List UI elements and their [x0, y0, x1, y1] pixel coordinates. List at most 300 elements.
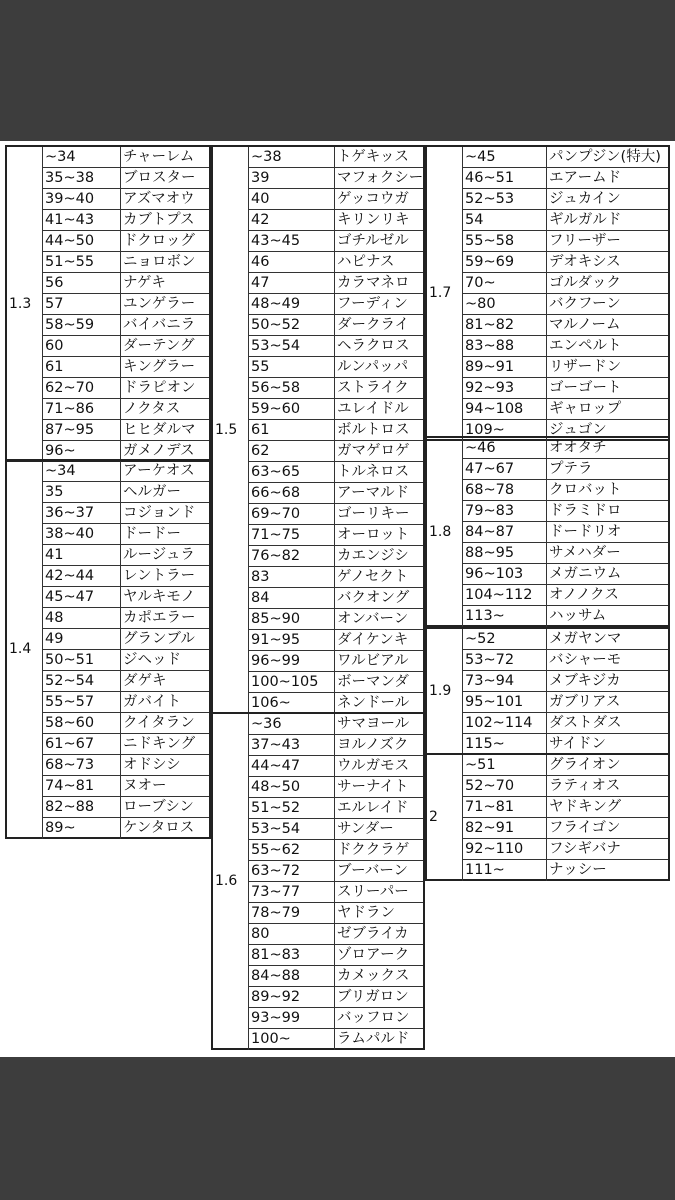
name-cell: フライゴン — [546, 818, 668, 839]
name-cell: マフォクシー — [334, 168, 423, 189]
table-row — [248, 756, 423, 777]
group-label: 1.8 — [429, 523, 452, 540]
name-cell: ラティオス — [546, 776, 668, 797]
range-cell: 46 — [248, 252, 334, 273]
range-cell: 40 — [248, 189, 334, 210]
table-row — [462, 671, 668, 692]
table-row — [42, 818, 209, 839]
range-cell: 56 — [42, 273, 120, 294]
name-cell: ワルビアル — [334, 651, 423, 672]
range-cell: 52~53 — [462, 189, 546, 210]
name-cell: ドードー — [120, 524, 209, 545]
table-row — [462, 252, 668, 273]
name-cell: カブトプス — [120, 210, 209, 231]
range-cell: ~34 — [42, 461, 120, 482]
range-cell: 96~103 — [462, 564, 546, 585]
name-cell: ギルガルド — [546, 210, 668, 231]
range-cell: 63~72 — [248, 861, 334, 882]
name-cell: クイタラン — [120, 713, 209, 734]
name-cell: サメハダー — [546, 543, 668, 564]
table-row — [462, 755, 668, 776]
range-cell: 61 — [42, 357, 120, 378]
name-cell: カポエラー — [120, 608, 209, 629]
name-cell: ラムパルド — [334, 1029, 423, 1050]
group-block — [425, 145, 670, 441]
table-row — [42, 650, 209, 671]
group-block — [425, 753, 670, 881]
table-row — [42, 671, 209, 692]
range-cell: 73~94 — [462, 671, 546, 692]
table-row — [248, 651, 423, 672]
table-row — [462, 629, 668, 650]
table-row — [462, 273, 668, 294]
name-cell: オーロット — [334, 525, 423, 546]
range-cell: 88~95 — [462, 543, 546, 564]
table-row — [462, 606, 668, 627]
range-cell: 109~ — [462, 420, 546, 441]
name-cell: ゲッコウガ — [334, 189, 423, 210]
range-cell: 71~81 — [462, 797, 546, 818]
name-cell: ゴルダック — [546, 273, 668, 294]
range-cell: 92~93 — [462, 378, 546, 399]
table-row — [248, 1008, 423, 1029]
table-row — [42, 776, 209, 797]
range-cell: 84~87 — [462, 522, 546, 543]
name-cell: ダストダス — [546, 713, 668, 734]
table-row — [42, 168, 209, 189]
name-cell: ニョロボン — [120, 252, 209, 273]
table-row — [462, 168, 668, 189]
name-cell: ガブリアス — [546, 692, 668, 713]
range-cell: 59~60 — [248, 399, 334, 420]
table-row — [462, 776, 668, 797]
table-row — [42, 378, 209, 399]
range-cell: 59~69 — [462, 252, 546, 273]
table-row — [248, 714, 423, 735]
table-row — [42, 147, 209, 168]
range-cell: 62 — [248, 441, 334, 462]
name-cell: オオタチ — [546, 438, 668, 459]
name-cell: ヒヒダルマ — [120, 420, 209, 441]
table-row — [248, 168, 423, 189]
range-cell: 63~65 — [248, 462, 334, 483]
table-row — [248, 693, 423, 714]
name-cell: リザードン — [546, 357, 668, 378]
range-cell: 49 — [42, 629, 120, 650]
range-cell: 58~60 — [42, 713, 120, 734]
name-cell: ケンタロス — [120, 818, 209, 839]
table-row — [248, 147, 423, 168]
range-cell: 36~37 — [42, 503, 120, 524]
range-cell: 47 — [248, 273, 334, 294]
name-cell: エルレイド — [334, 798, 423, 819]
range-cell: 44~47 — [248, 756, 334, 777]
name-cell: バイバニラ — [120, 315, 209, 336]
table-row — [462, 399, 668, 420]
table-row — [42, 713, 209, 734]
range-cell: 54 — [462, 210, 546, 231]
range-cell: 50~51 — [42, 650, 120, 671]
name-cell: ストライク — [334, 378, 423, 399]
name-cell: ブリガロン — [334, 987, 423, 1008]
name-cell: ナゲキ — [120, 273, 209, 294]
group-block — [5, 145, 211, 462]
table-row — [462, 522, 668, 543]
name-cell: ヤドラン — [334, 903, 423, 924]
range-cell: 89~92 — [248, 987, 334, 1008]
table-row — [462, 315, 668, 336]
group-block — [5, 459, 211, 839]
range-cell: 69~70 — [248, 504, 334, 525]
table-row — [42, 461, 209, 482]
range-cell: 84 — [248, 588, 334, 609]
name-cell: ガバイト — [120, 692, 209, 713]
table-row — [462, 692, 668, 713]
table-row — [42, 482, 209, 503]
table-row — [462, 378, 668, 399]
range-cell: 106~ — [248, 693, 334, 714]
range-cell: 66~68 — [248, 483, 334, 504]
range-cell: 78~79 — [248, 903, 334, 924]
table-row — [248, 336, 423, 357]
name-cell: ノクタス — [120, 399, 209, 420]
range-cell: 83~88 — [462, 336, 546, 357]
name-cell: ヤドキング — [546, 797, 668, 818]
range-cell: 71~86 — [42, 399, 120, 420]
group-label: 2 — [429, 809, 438, 825]
range-cell: 35 — [42, 482, 120, 503]
range-cell: 61 — [248, 420, 334, 441]
range-cell: 68~73 — [42, 755, 120, 776]
range-cell: 46~51 — [462, 168, 546, 189]
name-cell: トルネロス — [334, 462, 423, 483]
name-cell: ニドキング — [120, 734, 209, 755]
table-row — [42, 587, 209, 608]
range-cell: 52~54 — [42, 671, 120, 692]
range-cell: 42~44 — [42, 566, 120, 587]
table-row — [462, 189, 668, 210]
name-cell: ダゲキ — [120, 671, 209, 692]
table-row — [42, 189, 209, 210]
name-cell: ゴーリキー — [334, 504, 423, 525]
name-cell: ヤルキモノ — [120, 587, 209, 608]
table-row — [42, 294, 209, 315]
table-row — [462, 480, 668, 501]
name-cell: ドラミドロ — [546, 501, 668, 522]
name-cell: プテラ — [546, 459, 668, 480]
range-cell: 61~67 — [42, 734, 120, 755]
table-row — [248, 588, 423, 609]
range-cell: 89~91 — [462, 357, 546, 378]
name-cell: バシャーモ — [546, 650, 668, 671]
name-cell: フリーザー — [546, 231, 668, 252]
name-cell: フーディン — [334, 294, 423, 315]
name-cell: ヘラクロス — [334, 336, 423, 357]
name-cell: レントラー — [120, 566, 209, 587]
table-row — [248, 882, 423, 903]
range-cell: ~36 — [248, 714, 334, 735]
table-row — [248, 462, 423, 483]
name-cell: ボルトロス — [334, 420, 423, 441]
name-cell: ルージュラ — [120, 545, 209, 566]
table-row — [462, 210, 668, 231]
name-cell: エンペルト — [546, 336, 668, 357]
range-cell: 111~ — [462, 860, 546, 881]
range-cell: 82~91 — [462, 818, 546, 839]
range-cell: 96~ — [42, 441, 120, 462]
range-cell: ~52 — [462, 629, 546, 650]
range-cell: ~46 — [462, 438, 546, 459]
group-label: 1.7 — [429, 285, 452, 301]
name-cell: コジョンド — [120, 503, 209, 524]
range-cell: 79~83 — [462, 501, 546, 522]
name-cell: ユンゲラー — [120, 294, 209, 315]
range-cell: 42 — [248, 210, 334, 231]
range-cell: 93~99 — [248, 1008, 334, 1029]
group-label: 1.3 — [9, 295, 32, 312]
range-cell: 62~70 — [42, 378, 120, 399]
name-cell: ゼブライカ — [334, 924, 423, 945]
range-cell: 35~38 — [42, 168, 120, 189]
range-cell: 68~78 — [462, 480, 546, 501]
range-cell: 52~70 — [462, 776, 546, 797]
table-row — [42, 608, 209, 629]
table-row — [462, 357, 668, 378]
name-cell: フシギバナ — [546, 839, 668, 860]
range-cell: 37~43 — [248, 735, 334, 756]
name-cell: メブキジカ — [546, 671, 668, 692]
range-cell: 89~ — [42, 818, 120, 839]
range-cell: 39~40 — [42, 189, 120, 210]
name-cell: サイドン — [546, 734, 668, 755]
table-row — [42, 629, 209, 650]
table-row — [42, 399, 209, 420]
table-row — [462, 818, 668, 839]
range-cell: 39 — [248, 168, 334, 189]
group-block — [425, 436, 670, 627]
name-cell: ゲノセクト — [334, 567, 423, 588]
table-row — [42, 755, 209, 776]
table-row — [42, 420, 209, 441]
range-cell: 80 — [248, 924, 334, 945]
name-cell: バッフロン — [334, 1008, 423, 1029]
range-cell: 38~40 — [42, 524, 120, 545]
table-row — [248, 777, 423, 798]
table-row — [248, 945, 423, 966]
name-cell: メガヤンマ — [546, 629, 668, 650]
name-cell: ゾロアーク — [334, 945, 423, 966]
name-cell: ドラピオン — [120, 378, 209, 399]
table-row — [462, 543, 668, 564]
name-cell: ブーバーン — [334, 861, 423, 882]
name-cell: ヌオー — [120, 776, 209, 797]
range-cell: 53~72 — [462, 650, 546, 671]
group-label: 1.6 — [215, 873, 238, 889]
range-cell: 55~57 — [42, 692, 120, 713]
name-cell: ジュカイン — [546, 189, 668, 210]
range-cell: 57 — [42, 294, 120, 315]
name-cell: カメックス — [334, 966, 423, 987]
name-cell: ヘルガー — [120, 482, 209, 503]
group-block — [211, 145, 425, 714]
range-cell: 48~49 — [248, 294, 334, 315]
table-row — [462, 231, 668, 252]
table-row — [248, 525, 423, 546]
name-cell: エアームド — [546, 168, 668, 189]
table-row — [248, 294, 423, 315]
range-cell: 95~101 — [462, 692, 546, 713]
name-cell: デオキシス — [546, 252, 668, 273]
name-cell: ゴチルゼル — [334, 231, 423, 252]
table-row — [248, 399, 423, 420]
table-row — [248, 1029, 423, 1050]
range-cell: 100~105 — [248, 672, 334, 693]
name-cell: アーケオス — [120, 461, 209, 482]
name-cell: バクフーン — [546, 294, 668, 315]
name-cell: キリンリキ — [334, 210, 423, 231]
range-cell: 53~54 — [248, 336, 334, 357]
range-cell: 96~99 — [248, 651, 334, 672]
table-row — [462, 650, 668, 671]
range-cell: 51~55 — [42, 252, 120, 273]
table-row — [462, 294, 668, 315]
range-cell: 50~52 — [248, 315, 334, 336]
range-cell: ~80 — [462, 294, 546, 315]
range-cell: ~51 — [462, 755, 546, 776]
range-cell: ~34 — [42, 147, 120, 168]
name-cell: カラマネロ — [334, 273, 423, 294]
table-row — [42, 503, 209, 524]
range-cell: 85~90 — [248, 609, 334, 630]
table-row — [248, 987, 423, 1008]
range-cell: 113~ — [462, 606, 546, 627]
name-cell: ネンドール — [334, 693, 423, 714]
table-row — [248, 840, 423, 861]
range-cell: 45~47 — [42, 587, 120, 608]
name-cell: ダークライ — [334, 315, 423, 336]
group-block — [425, 627, 670, 755]
range-cell: 92~110 — [462, 839, 546, 860]
table-row — [248, 630, 423, 651]
table-row — [248, 210, 423, 231]
table-row — [462, 438, 668, 459]
table-row — [462, 839, 668, 860]
table-row — [42, 734, 209, 755]
table-row — [248, 819, 423, 840]
name-cell: パンプジン(特大) — [546, 147, 668, 168]
table-row — [248, 567, 423, 588]
name-cell: オンバーン — [334, 609, 423, 630]
table-row — [42, 797, 209, 818]
range-cell: 55 — [248, 357, 334, 378]
table-row — [42, 252, 209, 273]
name-cell: ルンパッパ — [334, 357, 423, 378]
name-cell: ヨルノズク — [334, 735, 423, 756]
name-cell: ナッシー — [546, 860, 668, 881]
table-row — [42, 566, 209, 587]
table-row — [248, 315, 423, 336]
name-cell: アーマルド — [334, 483, 423, 504]
name-cell: オノノクス — [546, 585, 668, 606]
range-cell: 94~108 — [462, 399, 546, 420]
table-row — [42, 545, 209, 566]
table-row — [462, 797, 668, 818]
range-cell: 55~62 — [248, 840, 334, 861]
range-cell: 56~58 — [248, 378, 334, 399]
range-cell: 71~75 — [248, 525, 334, 546]
table-row — [462, 860, 668, 881]
name-cell: ギャロップ — [546, 399, 668, 420]
table-row — [42, 692, 209, 713]
name-cell: チャーレム — [120, 147, 209, 168]
table-row — [248, 483, 423, 504]
table-row — [248, 966, 423, 987]
range-cell: 60 — [42, 336, 120, 357]
table-row — [248, 189, 423, 210]
range-cell: 48 — [42, 608, 120, 629]
range-cell: 41 — [42, 545, 120, 566]
group-label: 1.5 — [215, 421, 238, 438]
range-cell: 76~82 — [248, 546, 334, 567]
range-cell: 83 — [248, 567, 334, 588]
name-cell: サマヨール — [334, 714, 423, 735]
name-cell: アズマオウ — [120, 189, 209, 210]
table-row — [462, 459, 668, 480]
table-row — [248, 903, 423, 924]
table-row — [462, 713, 668, 734]
name-cell: カエンジシ — [334, 546, 423, 567]
table-row — [462, 734, 668, 755]
range-cell: 47~67 — [462, 459, 546, 480]
range-cell: 51~52 — [248, 798, 334, 819]
table-row — [42, 231, 209, 252]
table-row — [248, 924, 423, 945]
table-row — [42, 210, 209, 231]
name-cell: ハピナス — [334, 252, 423, 273]
range-cell: 84~88 — [248, 966, 334, 987]
range-cell: 55~58 — [462, 231, 546, 252]
table-row — [462, 564, 668, 585]
table-row — [462, 147, 668, 168]
name-cell: ウルガモス — [334, 756, 423, 777]
name-cell: ジヘッド — [120, 650, 209, 671]
table-row — [42, 357, 209, 378]
name-cell: ローブシン — [120, 797, 209, 818]
table-row — [462, 501, 668, 522]
name-cell: グランブル — [120, 629, 209, 650]
name-cell: サーナイト — [334, 777, 423, 798]
range-cell: 91~95 — [248, 630, 334, 651]
table-row — [248, 672, 423, 693]
name-cell: ドードリオ — [546, 522, 668, 543]
name-cell: ガメノデス — [120, 441, 209, 462]
table-row — [248, 357, 423, 378]
name-cell: クロバット — [546, 480, 668, 501]
range-cell: 81~83 — [248, 945, 334, 966]
table-row — [248, 420, 423, 441]
range-cell: 104~112 — [462, 585, 546, 606]
name-cell: ジュゴン — [546, 420, 668, 441]
name-cell: ドクロッグ — [120, 231, 209, 252]
range-cell: 100~ — [248, 1029, 334, 1050]
range-cell: 82~88 — [42, 797, 120, 818]
table-row — [248, 798, 423, 819]
table-row — [248, 273, 423, 294]
table-row — [42, 273, 209, 294]
name-cell: ユレイドル — [334, 399, 423, 420]
range-cell: 41~43 — [42, 210, 120, 231]
range-cell: 102~114 — [462, 713, 546, 734]
